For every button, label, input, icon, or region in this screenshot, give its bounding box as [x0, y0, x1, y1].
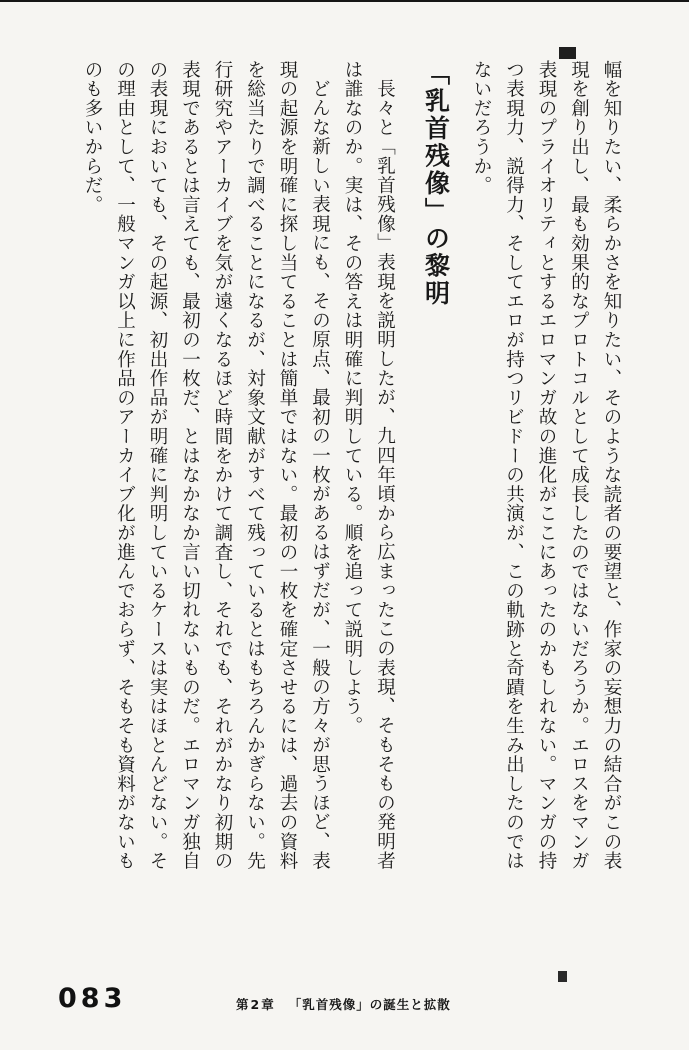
running-title [236, 995, 451, 1013]
scan-artifact-top-line [0, 0, 689, 2]
paragraph: どんな新しい表現にも、その原点、最初の一枚があるはずだが、一般の方々が思うほど、表現の起源を明確に探し当てることは簡単ではない。最初の一枚を確定させるには、過去の資料を総当たりで調べることになるが、対象文献がすべて残っているとはもちろんかぎらない。先行研究やアーカイブを気が遠くなるほど時間をかけて調査し、それでも、それがかなり初期の表現であるとは言えても、最初の一枚だ、とはなかなか言い切れないものだ。エロマンガ独自の表現においても、その起源、初出作品が明確に判明しているケースは実はほとんどない。その理由として、一般マンガ以上に作品のアーカイブ化が進んでおらず、そもそも資料がないものも多いからだ。 [82, 60, 331, 871]
main-text-vertical [71, 60, 627, 878]
running-title-chapter: 第2章 [236, 997, 276, 1012]
scan-artifact-speck [559, 47, 576, 59]
paragraph: 長々と「乳首残像」表現を説明したが、九四年頃から広まったこの表現、そもそもの発明者は誰なのか。実は、その答えは明確に判明している。順を追って説明しよう。 [342, 60, 396, 871]
paragraph-continued: 幅を知りたい、柔らかさを知りたい、そのような読者の要望と、作家の妄想力の結合がこの表現を創り出し、最も効果的なプロトコルとして成長したのではないだろうか。エロスをマンガ表現のプライオリティとするエロマンガ故の進化がここにあったのかもしれない。マンガの持つ表現力、説得力、そしてエロが持つリビドーの共演が、この軌跡と奇蹟を生み出したのではないだろうか。 [471, 60, 622, 871]
page-number: 083 [58, 983, 127, 1014]
section-heading: 「乳首残像」の黎明 [421, 60, 451, 308]
scan-artifact-speck [558, 971, 567, 982]
running-title-text: 「乳首残像」の誕生と拡散 [288, 997, 451, 1012]
